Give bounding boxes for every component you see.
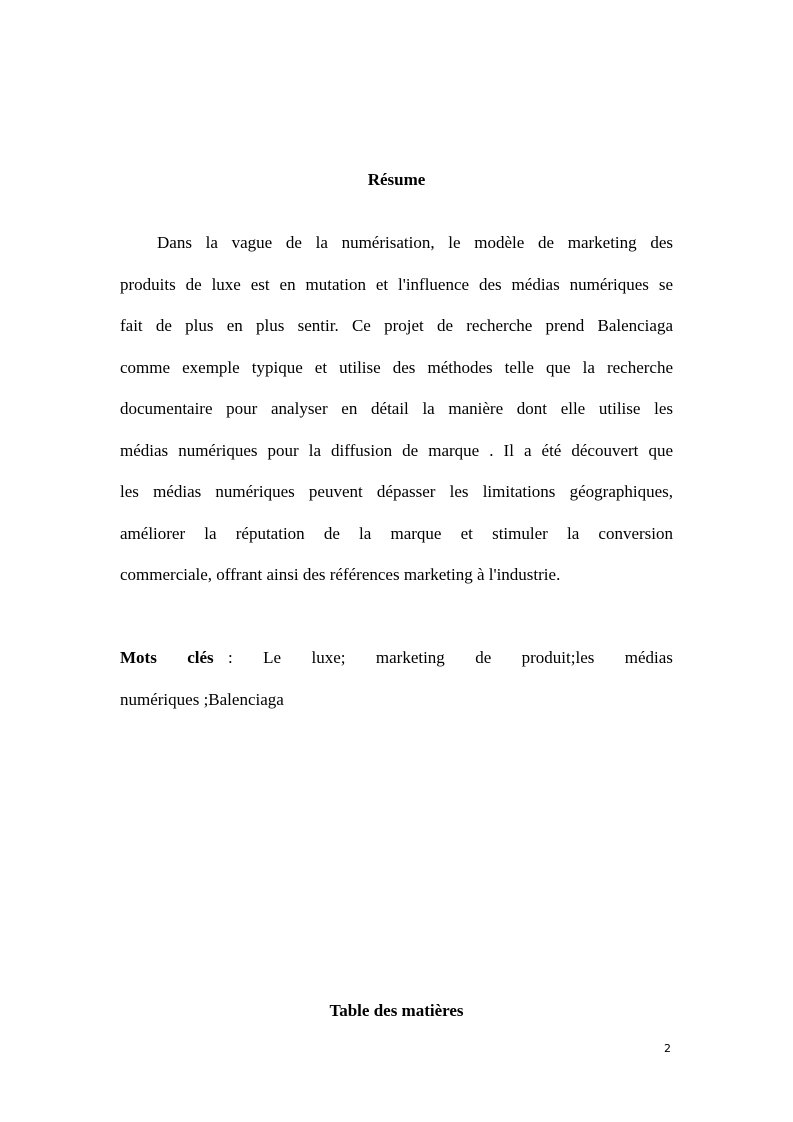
keywords-label-word: Mots (120, 648, 157, 667)
keyword-word: marketing (375, 648, 445, 667)
keyword-word: produit;les (521, 648, 595, 667)
resume-paragraph-line: fait de plus en plus sentir. Ce projet de recherche prend Balenciaga (120, 316, 673, 335)
toc-heading: Table des matières (329, 1001, 464, 1020)
resume-paragraph-line: Dans la vague de la numérisation, le modèle de marketing des (157, 233, 673, 252)
resume-paragraph-line: améliorer la réputation de la marque et stimuler la conversion (120, 524, 673, 543)
resume-paragraph-line: médias numériques pour la diffusion de marque . Il a été découvert que (120, 441, 673, 460)
resume-paragraph-line: comme exemple typique et utilise des méthodes telle que la recherche (120, 358, 673, 377)
keyword-word: Le (263, 648, 282, 667)
resume-paragraph-line: documentaire pour analyser en détail la manière dont elle utilise les (120, 399, 673, 418)
keywords-continuation: numériques ;Balenciaga (120, 690, 284, 709)
keyword-word: de (475, 648, 492, 667)
keywords-row (120, 648, 673, 668)
keywords-label-word: clés (187, 648, 214, 667)
resume-paragraph-line: commerciale, offrant ainsi des références marketing à l'industrie. (120, 565, 561, 584)
keywords-separator: : (228, 648, 233, 667)
keyword-word: luxe; (311, 648, 346, 667)
resume-paragraph-line: les médias numériques peuvent dépasser les limitations géographiques, (120, 482, 673, 501)
page-number: 2 (664, 1042, 671, 1055)
keyword-word: médias (624, 648, 673, 667)
resume-paragraph-line: produits de luxe est en mutation et l'influence des médias numériques se (120, 275, 673, 294)
resume-heading: Résume (367, 170, 426, 189)
